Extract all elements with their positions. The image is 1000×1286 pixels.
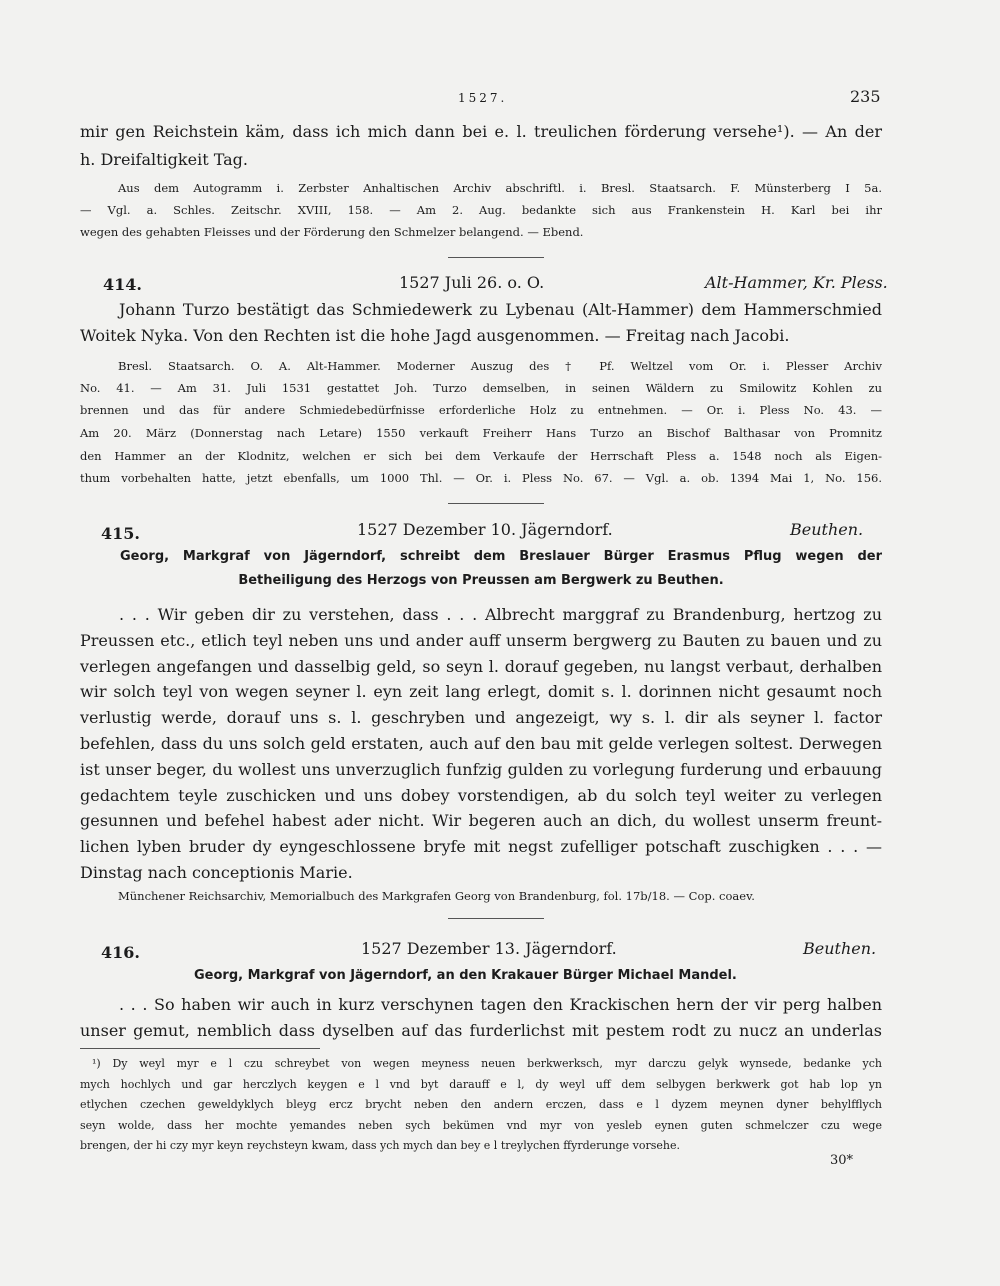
letter-415-line: gesunnen und befehel habest ader nicht. Wir begeren auch an dich, du wollest unserm freunt- [80,811,882,831]
letter-415-line: ist unser beger, du wollest uns unverzuglich funfzig gulden zu vorlegung furderung und erbauung [80,759,882,779]
footnote-line: etlychen czechen geweldyklych bleyg ercz brycht neben den andern erczen, dass e l dyzem meynen dyner behylfflych [80,1098,882,1111]
intro-note-1: Aus dem Autogramm i. Zerbster Anhaltischen Archiv abschriftl. i. Bresl. Staatsarch. F. Münsterberg I 5a. [118,181,882,195]
document-title-415-line-1: Georg, Markgraf von Jägerndorf, schreibt dem Breslauer Bürger Erasmus Pflug wegen der [120,549,882,564]
note-414-line-5: den Hammer an der Klodnitz, welchen er sich bei dem Verkaufe der Herrschaft Pless a. 1548 noch als Eigen- [80,449,882,463]
document-416-line-1: . . . So haben wir auch in kurz verschynen tagen den Krackischen hern der vir perg halben [119,995,882,1014]
intro-line-1: mir gen Reichstein käm, dass ich mich dann bei e. l. treulichen förderung versehe¹). — An der [80,122,882,141]
document-number-414: 414. [103,275,142,294]
document-place-415: Beuthen. [790,520,864,539]
page-number: 235 [850,87,881,106]
source-note-415: Münchener Reichsarchiv, Memorialbuch des Markgrafen Georg von Brandenburg, fol. 17b/18. — Cop. coaev. [118,889,755,903]
section-divider [448,257,544,258]
intro-note-2: — Vgl. a. Schles. Zeitschr. XVIII, 158. — Am 2. Aug. bedankte sich aus Frankenstein H. Karl bei ihr [80,203,882,217]
document-title-416: Georg, Markgraf von Jägerndorf, an den Krakauer Bürger Michael Mandel. [194,968,737,983]
letter-415-line: verlustig werde, dorauf uns s. l. geschryben und angezeigt, wy s. l. dir als seyner l. factor [80,708,882,728]
regest-414-line-1: Johann Turzo bestätigt das Schmiedewerk zu Lybenau (Alt-Hammer) dem Hammerschmied [119,300,882,319]
letter-415-line: Dinstag nach conceptionis Marie. [80,863,353,882]
footnote-line: brengen, der hi czy myr keyn reychsteyn kwam, dass ych mych dan bey e l treylychen ffyrderunge vorsehe. [80,1139,680,1152]
note-414-line-1: Bresl. Staatsarch. O. A. Alt-Hammer. Moderner Auszug des † Pf. Weltzel vom Or. i. Plesser Archiv [118,359,882,373]
letter-415-line: befehlen, dass du uns solch geld erstaten, auch auf den bau mit gelde verlegen soltest. Derwegen [80,734,882,753]
signature-mark: 30* [830,1153,854,1168]
document-date-414: 1527 Juli 26. o. O. [399,273,545,292]
document-place-416: Beuthen. [803,939,877,958]
letter-415-line: lichen lyben bruder dy eyngeschlossene bryfe mit negst zufelliger potschaft zuschigken . . . — [80,837,882,857]
letter-415-line: verlegen angefangen und dasselbig geld, so seyn l. dorauf gegeben, nu langst verbaut, derhalben [80,656,882,676]
intro-note-3: wegen des gehabten Fleisses und der Förderung den Schmelzer belangend. — Ebend. [80,225,584,239]
footnote-line: mych hochlych und gar herczlych keygen e l vnd byt darauff e l, dy weyl uff dem selbygen berkwerk got hab lop yn [80,1077,882,1091]
document-number-416: 416. [101,943,140,962]
letter-415-line: wir solch teyl von wegen seyner l. eyn zeit lang erlegt, domit s. l. dorinnen nicht gesaumt noch [80,682,882,702]
footnote-rule [80,1048,320,1049]
footnote-line: ¹) Dy weyl myr e l czu schreybet von wegen meyness neuen berkwerksch, myr darczu gelyk wynsede, bedanke ych [92,1057,882,1070]
letter-415-line: gedachtem teyle zuschicken und uns dobey vorstendigen, ab du solch teyl weiter zu verlegen [80,785,882,805]
document-title-415-line-2: Betheiligung des Herzogs von Preussen am Bergwerk zu Beuthen. [238,573,724,588]
document-date-415: 1527 Dezember 10. Jägerndorf. [357,520,613,539]
note-414-line-2: No. 41. — Am 31. Juli 1531 gestattet Joh. Turzo demselben, in seinen Wäldern zu Smilowitz Kohlen zu [80,381,882,395]
letter-415-line: Preussen etc., etlich teyl neben uns und ander auff unserm bergwerg zu Bauten zu bauen und zu [80,630,882,650]
note-414-line-6: thum vorbehalten hatte, jetzt ebenfalls, um 1000 Thl. — Or. i. Pless No. 67. — Vgl. a. ob. 1394 Mai 1, No. 156. [80,471,882,485]
document-416-line-2: unser gemut, nemblich dass dyselben auf das furderlichst mit pestem rodt zu nucz an underlas [80,1021,882,1040]
footnote-line: seyn wolde, dass her mochte yemandes neben sych bekümen vnd myr von yesleb eynen guten schmelczer czu wege [80,1118,882,1132]
document-number-415: 415. [101,524,140,543]
note-414-line-4: Am 20. März (Donnerstag nach Letare) 1550 verkauft Freiherr Hans Turzo an Bischof Balthasar von Promnitz [80,426,882,440]
regest-414-line-2: Woitek Nyka. Von den Rechten ist die hohe Jagd ausgenommen. — Freitag nach Jacobi. [80,326,790,345]
section-divider [448,918,544,919]
running-header-year: 1527. [458,91,508,105]
note-414-line-3: brennen und das für andere Schmiedebedürfnisse erforderliche Holz zu entnehmen. — Or. i. Pless No. 43. — [80,403,882,417]
section-divider [448,503,544,504]
intro-line-2: h. Dreifaltigkeit Tag. [80,150,248,169]
document-date-416: 1527 Dezember 13. Jägerndorf. [361,939,617,958]
letter-415-line: . . . Wir geben dir zu verstehen, dass . . . Albrecht marggraf zu Brandenburg, hertzog zu [119,605,882,624]
document-place-414: Alt-Hammer, Kr. Pless. [705,273,888,292]
